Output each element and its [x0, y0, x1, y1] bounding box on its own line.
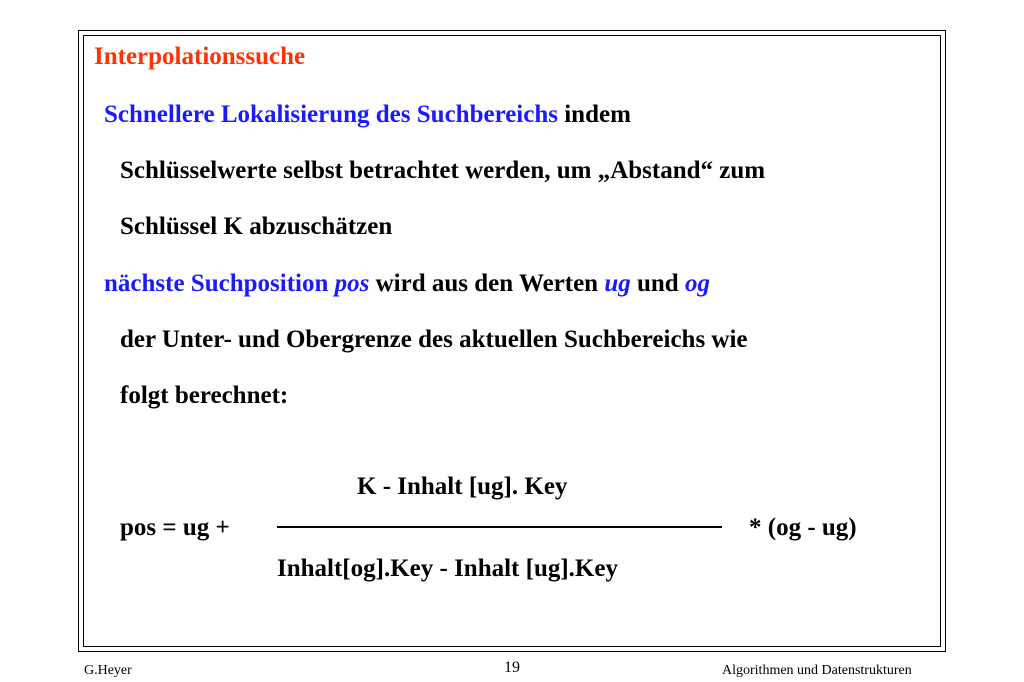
para2-blue-text: nächste Suchposition — [104, 270, 335, 297]
slide-title: Interpolationssuche — [94, 43, 306, 70]
footer-page-number: 19 — [504, 659, 520, 676]
para2-line1 — [104, 271, 710, 296]
para1-line1 — [104, 102, 631, 127]
para2-og-var: og — [684, 270, 710, 297]
para2-and-text: und — [630, 270, 685, 297]
formula-lhs: pos = ug + — [120, 514, 230, 541]
para2-line3: folgt berechnet: — [120, 382, 289, 409]
formula-fraction-bar — [277, 526, 722, 528]
formula-denominator: Inhalt[og].Key - Inhalt [ug].Key — [277, 555, 618, 582]
para1-line3: Schlüssel K abzuschätzen — [120, 213, 393, 240]
para2-line2: der Unter- und Obergrenze des aktuellen Suchbereichs wie — [120, 326, 748, 353]
para1-rest-text: indem — [557, 101, 631, 128]
para2-ug-var: ug — [604, 270, 631, 297]
footer-author: G.Heyer — [84, 663, 132, 678]
para1-blue-text: Schnellere Lokalisierung des Suchbereichs — [104, 101, 558, 128]
formula-numerator: K - Inhalt [ug]. Key — [357, 473, 568, 500]
formula-rhs: * (og - ug) — [749, 514, 857, 541]
footer-course: Algorithmen und Datenstrukturen — [722, 663, 912, 678]
para1-line2: Schlüsselwerte selbst betrachtet werden, um „Abstand“ zum — [120, 157, 766, 184]
para2-mid-text: wird aus den Werten — [369, 270, 605, 297]
para2-pos-var: pos — [334, 270, 370, 297]
